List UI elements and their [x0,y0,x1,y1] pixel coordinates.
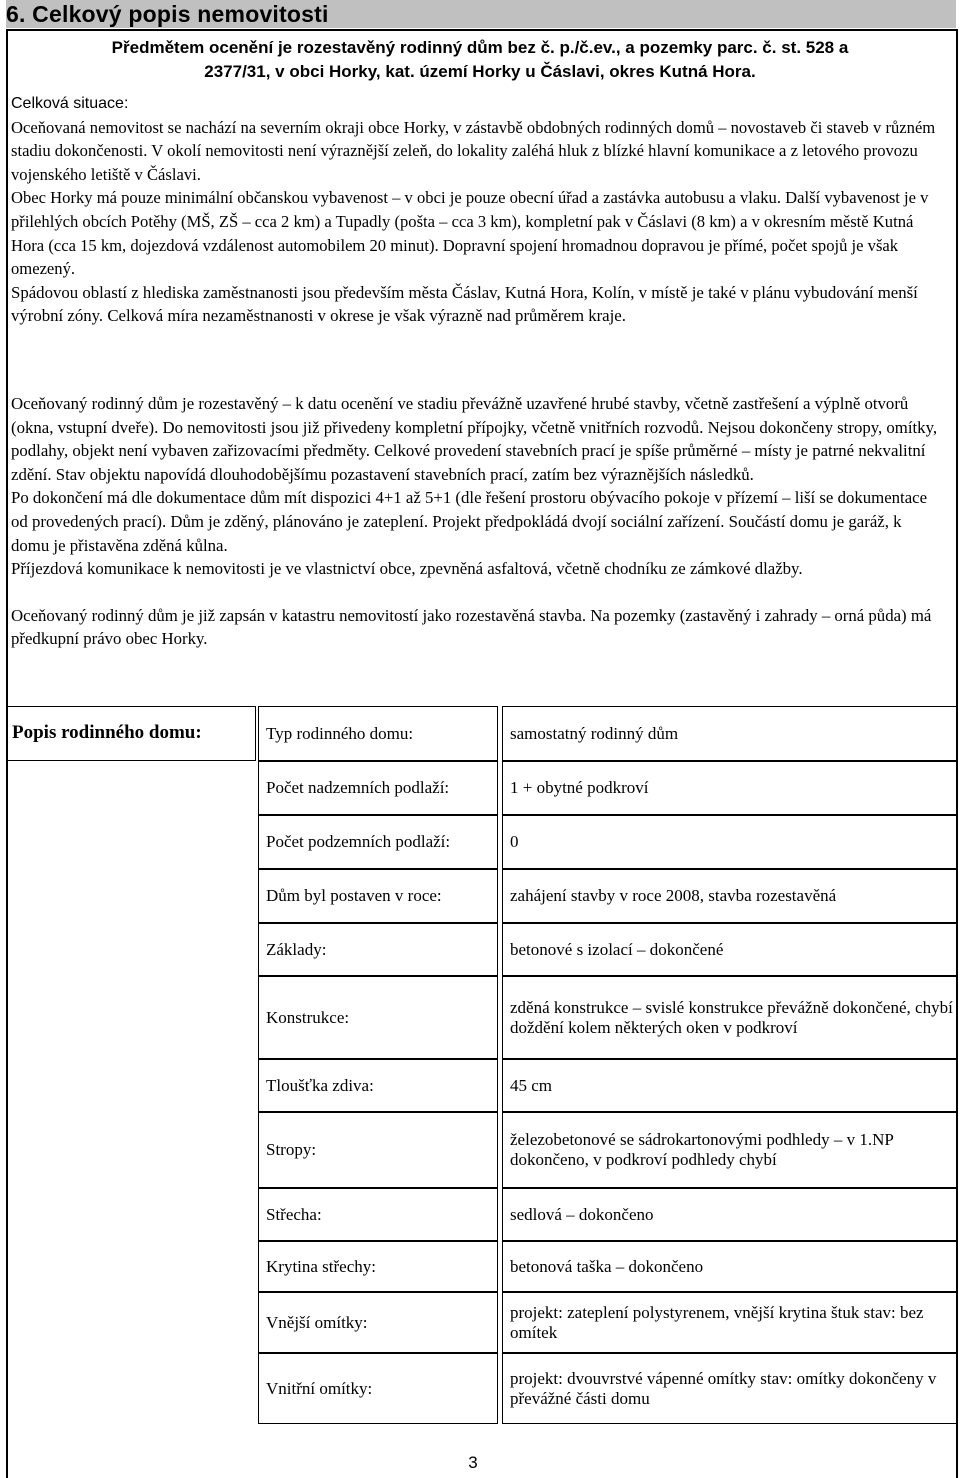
house-paragraph-4: Oceňovaný rodinný dům je již zapsán v katastru nemovitostí jako rozestavěná stavba. Na pozemky (zastavěný i zahrady – orná půda) má předkupní právo obec Horky. [11,605,932,649]
table-row [6,976,958,1059]
table-row [6,815,958,869]
house-description-table [6,706,958,1476]
row-value: 1 + obytné podkroví [502,761,958,815]
subject-statement [0,36,960,84]
situation-p1-text: Oceňovaná nemovitost se nachází na severním okraji obce Horky, v zástavbě obdobných rodinných domů – novostaveb či staveb v různém stadiu dokončenosti. V okolí nemovitosti není výraznější zeleň, do lokality zaléhá hluk z blízké hlavní komunikace a z letového provozu vojenského letiště v Čáslavi. [11,117,936,184]
row-label: Stropy: [258,1112,498,1188]
table-row [6,1188,958,1241]
row-value: projekt: dvouvrstvé vápenné omítky stav: omítky dokončeny v převážné části domu [502,1353,958,1424]
situation-heading: Celková situace: [11,95,129,112]
house-paragraph-3: Příjezdová komunikace k nemovitosti je ve vlastnictví obce, zpevněná asfaltová, včetně chodníku ze zámkové dlažby. [11,559,803,579]
house-paragraph-1: Oceňovaný rodinný dům je rozestavěný – k datu ocenění ve stadiu převážně uzavřené hrubé stavby, včetně zastřešení a výplně otvorů (okna, vstupní dveře). Do nemovitosti jsou již přivedeny kompletní přípojky, včetně vnitřních rozvodů. Nejsou dokončeny stropy, omítky, podlahy, objekt není vybaven zařizovacími předměty. Celkové provedení stavebních prací je spíše průměrné – místy je patrné nekvalitní zdění. Stav objektu napovídá dlouhodobějšímu pozastavení stavebních prací, zatím bez výraznějších následků. [11,394,938,484]
row-label: Typ rodinného domu: [258,706,498,761]
row-label: Základy: [258,923,498,976]
house-description-section [11,392,943,651]
row-value: zděná konstrukce – svislé konstrukce převážně dokončené, chybí doždění kolem některých oken v podkroví [502,976,958,1059]
table-row [6,923,958,976]
row-value: sedlová – dokončeno [502,1188,958,1241]
section-title: 6. Celkový popis nemovitosti [6,1,329,27]
row-label: Dům byl postaven v roce: [258,869,498,923]
row-value: 45 cm [502,1059,958,1112]
table-row [6,1059,958,1112]
house-paragraph-2: Po dokončení má dle dokumentace dům mít dispozici 4+1 až 5+1 (dle řešení prostoru obývacího pokoje v přízemí – liší se dokumentace od provedených prací). Dům je zděný, plánováno je zateplení. Projekt předpokládá dvojí sociální zařízení. Součástí domu je garáž, k domu je přistavěna zděná kůlna. [11,488,928,555]
table-row [6,761,958,815]
row-label: Střecha: [258,1188,498,1241]
row-label: Vnější omítky: [258,1292,498,1353]
row-value: 0 [502,815,958,869]
row-label: Konstrukce: [258,976,498,1059]
situation-paragraph-2: Obec Horky má pouze minimální občanskou vybavenost – v obci je pouze obecní úřad a zastávka autobusu a vlaku. Další vybavenost je v přilehlých obcích Potěhy (MŠ, ZŠ – cca 2 km) a Tupadly (pošta – cca 3 km), kompletní pak v Čáslavi (8 km) a v okresním městě Kutná Hora (cca 15 km, dojezdová vzdálenost automobilem 20 minut). Dopravní spojení hromadnou dopravou je přímé, počet spojů je však omezený. [11,188,929,279]
row-label: Počet nadzemních podlaží: [258,761,498,815]
situation-paragraph-3: Spádovou oblastí z hlediska zaměstnanosti jsou především města Čáslav, Kutná Hora, Kolín, v místě je také v plánu vybudování menší výrobní zóny. Celková míra nezaměstnanosti v okrese je však výrazně nad průměrem kraje. [11,282,918,326]
section-title-bar [6,0,956,28]
page-number: 3 [468,1453,478,1472]
row-label: Počet podzemních podlaží: [258,815,498,869]
row-label: Tloušťka zdiva: [258,1059,498,1112]
table-row [6,869,958,923]
situation-section [11,92,943,328]
row-value: projekt: zateplení polystyrenem, vnější krytina štuk stav: bez omítek [502,1292,958,1353]
table-row [6,1241,958,1292]
table-heading: Popis rodinného domu: [12,722,202,743]
table-row [6,1292,958,1353]
row-value: zahájení stavby v roce 2008, stavba rozestavěná [502,869,958,923]
table-row [6,706,958,761]
row-value: betonové s izolací – dokončené [502,923,958,976]
row-value: samostatný rodinný dům [502,706,958,761]
subject-line-2: 2377/31, v obci Horky, kat. území Horky u Čáslavi, okres Kutná Hora. [204,62,756,81]
row-label: Krytina střechy: [258,1241,498,1292]
situation-paragraph-1 [11,116,943,187]
row-value: železobetonové se sádrokartonovými podhledy – v 1.NP dokončeno, v podkroví podhledy chybí [502,1112,958,1188]
subject-line-1: Předmětem ocenění je rozestavěný rodinný dům bez č. p./č.ev., a pozemky parc. č. st. 528 a [111,38,849,57]
table-row [6,1353,958,1424]
table-row [6,1112,958,1188]
row-value: betonová taška – dokončeno [502,1241,958,1292]
row-label: Vnitřní omítky: [258,1353,498,1424]
